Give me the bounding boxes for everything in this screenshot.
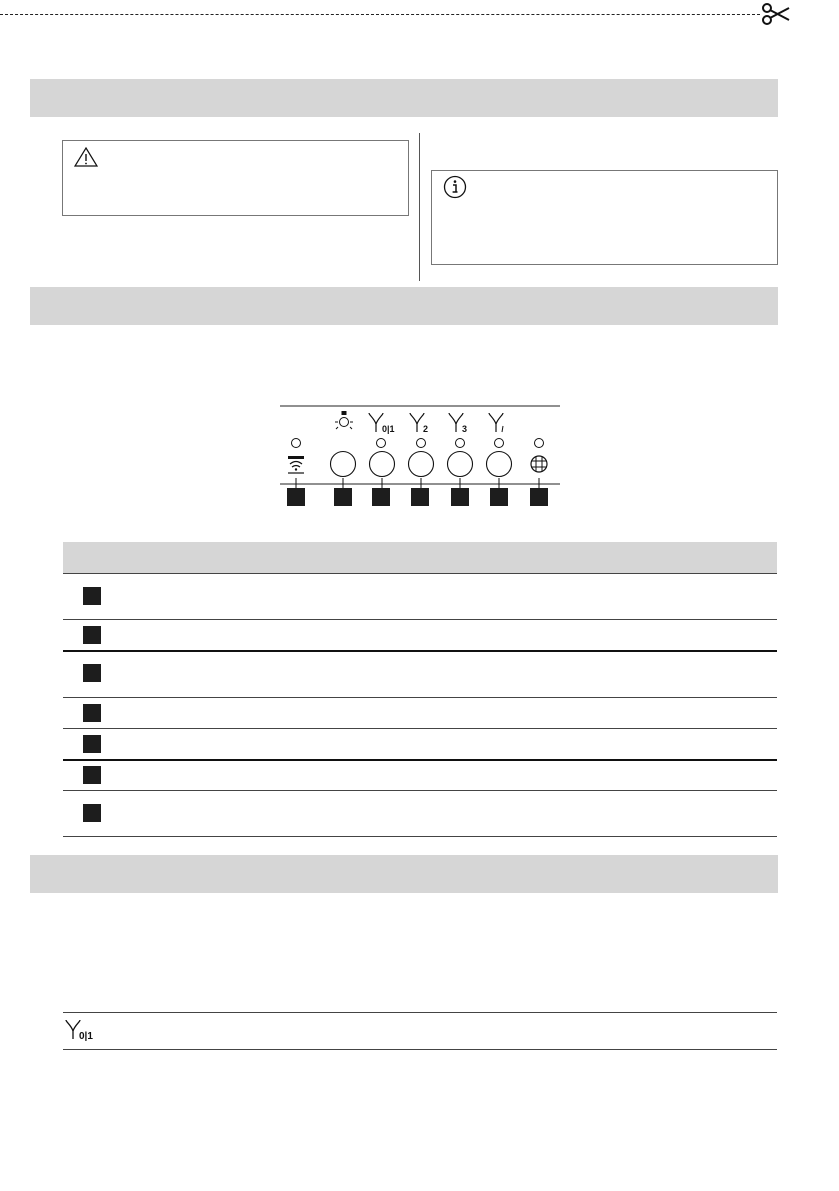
table-divider: [63, 759, 777, 761]
indicator-led-hob2hood: [292, 439, 301, 448]
svg-text:0|1: 0|1: [382, 424, 395, 434]
table-row-4-marker: [83, 704, 101, 722]
table-row-1-marker: [83, 587, 101, 605]
table-divider: [63, 650, 777, 652]
table-row-2-marker: [83, 626, 101, 644]
cut-line: [0, 14, 760, 15]
hob2hood-wireless-icon: [288, 456, 304, 473]
table-divider: [63, 790, 777, 791]
column-divider: [419, 133, 420, 281]
fan-boost-icon: [489, 413, 503, 432]
bottom-table-top-rule: [63, 1012, 777, 1013]
table-row-7-marker: [83, 804, 101, 822]
callout-square-1: [287, 488, 305, 506]
svg-text:2: 2: [423, 424, 429, 434]
warning-box: [62, 140, 409, 216]
svg-text:0|1: 0|1: [79, 1031, 93, 1042]
table-divider: [63, 836, 777, 837]
key-fan-3: [448, 452, 473, 477]
callout-square-6: [490, 488, 508, 506]
table-row-5-marker: [83, 735, 101, 753]
info-box: [431, 170, 778, 265]
scissors-icon: [761, 2, 791, 26]
fan-speed-2-icon: [410, 413, 428, 434]
info-circle-icon: [443, 175, 467, 199]
section-header-2: [30, 287, 778, 325]
warning-triangle-icon: [74, 147, 98, 167]
table-divider: [63, 728, 777, 729]
bottom-table-bottom-rule: [63, 1049, 777, 1050]
table-divider: [63, 697, 777, 698]
grease-filter-icon: [531, 456, 547, 472]
indicator-led-fan-2: [417, 439, 426, 448]
callout-square-4: [411, 488, 429, 506]
fan-speed-0-1-icon: [64, 1019, 104, 1043]
indicator-led-fan-0-1: [377, 439, 386, 448]
indicator-led-fan-3: [456, 439, 465, 448]
key-fan-2: [409, 452, 434, 477]
table-row-3-marker: [83, 664, 101, 682]
callout-square-5: [451, 488, 469, 506]
table-divider: [63, 573, 777, 574]
indicator-led-filter: [535, 439, 544, 448]
section-header-1: [30, 79, 778, 117]
fan-speed-3-icon: [449, 413, 467, 434]
key-fan-0-1: [370, 452, 395, 477]
key-light: [331, 452, 356, 477]
table-row-6-marker: [83, 766, 101, 784]
control-panel-diagram: [270, 398, 570, 516]
fan-speed-0-1-icon: [369, 413, 395, 434]
callout-square-2: [334, 488, 352, 506]
indicator-led-fan-boost: [495, 439, 504, 448]
callout-square-3: [372, 488, 390, 506]
svg-text:3: 3: [462, 424, 468, 434]
callout-squares: [287, 478, 548, 506]
key-fan-boost: [487, 452, 512, 477]
section-header-3: [30, 855, 778, 893]
table-divider: [63, 619, 777, 620]
callout-square-7: [530, 488, 548, 506]
legend-table-header: [63, 542, 777, 573]
light-icon: [335, 411, 353, 429]
